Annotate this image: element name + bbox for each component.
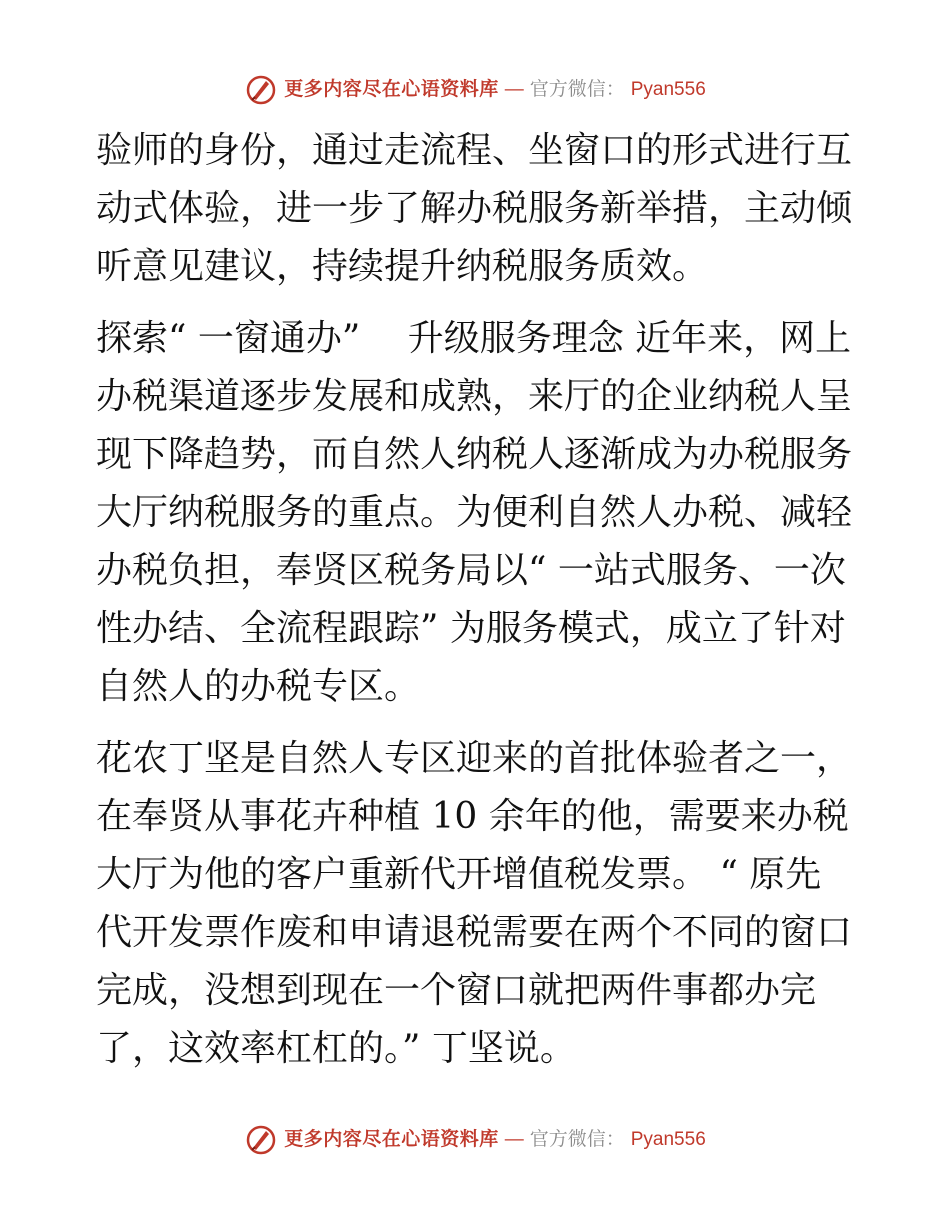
paragraph-3: 花农丁坚是自然人专区迎来的首批体验者之一，在奉贤从事花卉种植 10 余年的他，需要来办税大厅为他的客户重新代开增值税发票。 “ 原先代开发票作废和申请退税需要在两个不同的窗口完成，没想到现在一个窗口就把两件事都办完了，这效率杠杠的。” 丁坚说。 [96,738,853,1069]
paragraph-1: 验师的身份，通过走流程、坐窗口的形式进行互动式体验，进一步了解办税服务新举措，主动倾听意见建议，持续提升纳税服务质效。 [96,130,853,287]
quill-pen-icon [244,73,278,107]
article-body [96,122,856,1078]
watermark-label: 官方微信： [529,1129,625,1150]
paragraph-2: 探索“ 一窗通办” 升级服务理念 近年来，网上办税渠道逐步发展和成熟，来厅的企业纳税人呈现下降趋势，而自然人纳税人逐渐成为办税服务大厅纳税服务的重点。为便利自然人办税、减轻办税负担，奉贤区税务局以“ 一站式服务、一次性办结、全流程跟踪” 为服务模式，成立了针对自然人的办税专区。 [96,318,853,707]
watermark-dash: — [504,1129,524,1150]
watermark-main-text: 更多内容尽在心语资料库 [284,1129,499,1150]
watermark-dash: — [504,79,524,100]
watermark-handle: Pyan556 [630,1129,706,1150]
quill-pen-icon [244,1123,278,1157]
watermark-handle: Pyan556 [630,79,706,100]
watermark-main-text: 更多内容尽在心语资料库 [284,79,499,100]
watermark-label: 官方微信： [529,79,625,100]
header-watermark [0,73,950,107]
footer-watermark [0,1123,950,1157]
